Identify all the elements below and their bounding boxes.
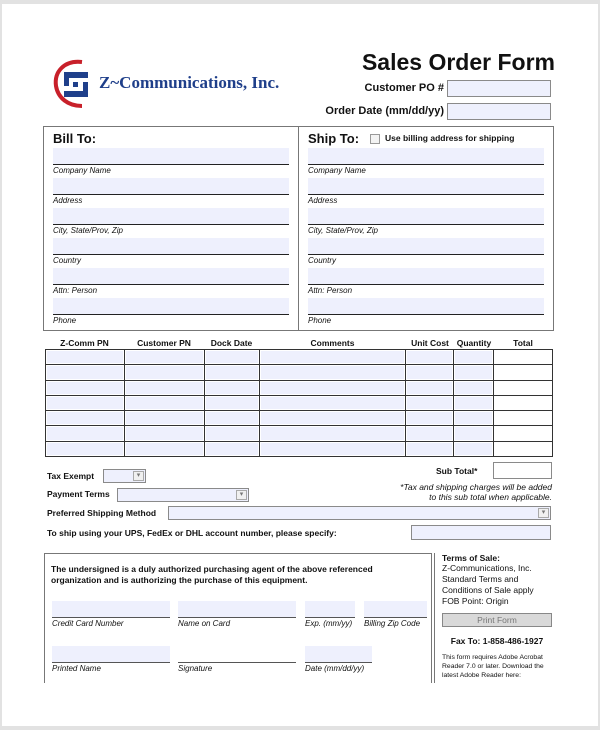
terms-divider (434, 553, 435, 683)
payment-terms-label: Payment Terms (47, 489, 110, 499)
print-form-button[interactable]: Print Form (442, 613, 552, 627)
authorization-statement (51, 564, 431, 586)
ship-to-title: Ship To: (308, 131, 360, 146)
terms-line3: Conditions of Sale apply (442, 585, 534, 595)
unit-cost-cell[interactable] (407, 366, 452, 378)
quantity-cell[interactable] (455, 443, 492, 455)
credit-card-number-label: Credit Card Number (52, 619, 124, 628)
customer-po-label: Customer PO # (364, 82, 444, 94)
subtotal-note-line2: to this sub total when applicable. (429, 492, 552, 502)
terms-title: Terms of Sale: (442, 553, 500, 563)
tax-exempt-select[interactable] (103, 469, 146, 483)
signature-label: Signature (178, 664, 213, 673)
bill-phone-label: Phone (53, 316, 77, 325)
ship-city-label: City, State/Prov, Zip (308, 226, 378, 235)
bill-country-label: Country (53, 256, 82, 265)
ship-company-name-label: Company Name (308, 166, 366, 175)
adobe-reader-note: This form requires Adobe Acrobat Reader 7.0 or later. Download the latest Adobe Reader here: (442, 654, 544, 679)
customer-pn-cell[interactable] (126, 427, 203, 439)
use-billing-checkbox[interactable] (370, 134, 380, 144)
bill-company-name-field[interactable] (53, 148, 289, 165)
dock-date-cell[interactable] (206, 427, 258, 439)
ship-attn-field[interactable] (308, 268, 544, 285)
subtotal-note-line1: *Tax and shipping charges will be added (400, 482, 552, 492)
customer-pn-cell[interactable] (126, 443, 203, 455)
authorization-statement-line2: organization and is authorizing the purchase of this equipment. (51, 575, 308, 585)
dock-date-cell[interactable] (206, 351, 258, 363)
carrier-account-label: To ship using your UPS, FedEx or DHL account number, please specify: (47, 528, 337, 538)
customer-pn-cell[interactable] (126, 382, 203, 394)
use-billing-label: Use billing address for shipping (385, 133, 515, 143)
bill-phone-field[interactable] (53, 298, 289, 315)
comments-cell[interactable] (261, 443, 405, 455)
terms-line1: Z-Communications, Inc. (442, 563, 532, 573)
authorization-statement-line1: The undersigned is a duly authorized purchasing agent of the above referenced (51, 564, 373, 574)
quantity-cell[interactable] (455, 397, 492, 409)
bill-company-name-label: Company Name (53, 166, 111, 175)
table-row (46, 380, 553, 395)
shipping-method-label: Preferred Shipping Method (47, 508, 157, 518)
comments-cell[interactable] (261, 351, 405, 363)
zcomm-pn-cell[interactable] (47, 351, 123, 363)
form-title: Sales Order Form (361, 49, 555, 75)
signature-line (178, 646, 296, 663)
zcomm-pn-cell[interactable] (47, 412, 123, 424)
unit-cost-cell[interactable] (407, 351, 452, 363)
table-row (46, 350, 553, 365)
dock-date-cell[interactable] (206, 412, 258, 424)
bill-city-field[interactable] (53, 208, 289, 225)
bill-to-section (43, 126, 299, 331)
bill-city-label: City, State/Prov, Zip (53, 226, 123, 235)
ship-address-field[interactable] (308, 178, 544, 195)
unit-cost-cell[interactable] (407, 412, 452, 424)
col-header-comments: Comments (310, 338, 355, 348)
bill-to-title: Bill To: (53, 131, 97, 146)
col-header-dock-date: Dock Date (210, 338, 253, 348)
table-row (46, 441, 553, 456)
signature-date-field[interactable] (305, 646, 372, 663)
customer-pn-cell[interactable] (126, 397, 203, 409)
dock-date-cell[interactable] (206, 366, 258, 378)
authorization-section (44, 553, 432, 683)
quantity-cell[interactable] (455, 427, 492, 439)
unit-cost-cell[interactable] (407, 397, 452, 409)
ship-country-field[interactable] (308, 238, 544, 255)
total-cell (495, 397, 551, 409)
ship-attn-label: Attn: Person (308, 286, 353, 295)
items-table (45, 349, 553, 457)
total-cell (495, 351, 551, 363)
bill-address-label: Address (53, 196, 83, 205)
order-date-label: Order Date (mm/dd/yy) (325, 105, 444, 117)
quantity-cell[interactable] (455, 412, 492, 424)
card-exp-field[interactable] (305, 601, 355, 618)
dock-date-cell[interactable] (206, 382, 258, 394)
total-cell (495, 443, 551, 455)
signature-date-label: Date (mm/dd/yy) (305, 664, 365, 673)
zcomm-pn-cell[interactable] (47, 382, 123, 394)
credit-card-number-field[interactable] (52, 601, 170, 618)
quantity-cell[interactable] (455, 382, 492, 394)
table-row (46, 365, 553, 380)
printed-name-label: Printed Name (52, 664, 101, 673)
unit-cost-cell[interactable] (407, 443, 452, 455)
comments-cell[interactable] (261, 412, 405, 424)
company-logo (52, 58, 302, 110)
total-cell (495, 427, 551, 439)
table-row (46, 426, 553, 441)
quantity-cell[interactable] (455, 366, 492, 378)
company-name: Z~Communications, Inc. (99, 73, 280, 92)
payment-terms-select[interactable] (117, 488, 249, 502)
bill-country-field[interactable] (53, 238, 289, 255)
zcomm-pn-cell[interactable] (47, 427, 123, 439)
comments-cell[interactable] (261, 427, 405, 439)
ship-phone-field[interactable] (308, 298, 544, 315)
col-header-zcomm-pn: Z-Comm PN (60, 338, 109, 348)
subtotal-label: Sub Total* (436, 466, 478, 476)
unit-cost-cell[interactable] (407, 382, 452, 394)
company-logo-icon (52, 58, 102, 108)
table-row (46, 395, 553, 410)
dock-date-cell[interactable] (206, 443, 258, 455)
col-header-quantity: Quantity (456, 338, 492, 348)
comments-cell[interactable] (261, 397, 405, 409)
customer-pn-cell[interactable] (126, 351, 203, 363)
col-header-total: Total (513, 338, 533, 348)
total-cell (495, 412, 551, 424)
subtotal-field (493, 462, 552, 479)
bill-attn-field[interactable] (53, 268, 289, 285)
ship-company-name-field[interactable] (308, 148, 544, 165)
zcomm-pn-cell[interactable] (47, 366, 123, 378)
dock-date-cell[interactable] (206, 397, 258, 409)
tax-exempt-label: Tax Exempt (47, 471, 95, 481)
billing-zip-field[interactable] (364, 601, 427, 618)
card-exp-label: Exp. (mm/yy) (305, 619, 353, 628)
total-cell (495, 382, 551, 394)
chevron-down-icon: ▾ (236, 490, 247, 500)
shipping-method-select[interactable] (168, 506, 551, 520)
carrier-account-field[interactable] (411, 525, 551, 540)
quantity-cell[interactable] (455, 351, 492, 363)
name-on-card-field[interactable] (178, 601, 296, 618)
ship-to-section (298, 126, 554, 331)
chevron-down-icon: ▾ (133, 471, 144, 481)
ship-city-field[interactable] (308, 208, 544, 225)
customer-pn-cell[interactable] (126, 412, 203, 424)
total-cell (495, 366, 551, 378)
terms-line4: FOB Point: Origin (442, 596, 509, 606)
table-row (46, 411, 553, 426)
bill-address-field[interactable] (53, 178, 289, 195)
billing-zip-label: Billing Zip Code (364, 619, 421, 628)
comments-cell[interactable] (261, 366, 405, 378)
order-date-field[interactable] (447, 103, 551, 120)
terms-of-sale (442, 553, 562, 607)
customer-po-field[interactable] (447, 80, 551, 97)
chevron-down-icon: ▾ (538, 508, 549, 518)
printed-name-field[interactable] (52, 646, 170, 663)
zcomm-pn-cell[interactable] (47, 443, 123, 455)
customer-pn-cell[interactable] (126, 366, 203, 378)
col-header-unit-cost: Unit Cost (411, 338, 449, 348)
unit-cost-cell[interactable] (407, 427, 452, 439)
comments-cell[interactable] (261, 382, 405, 394)
zcomm-pn-cell[interactable] (47, 397, 123, 409)
col-header-customer-pn: Customer PN (137, 338, 191, 348)
terms-line2: Standard Terms and (442, 574, 519, 584)
ship-country-label: Country (308, 256, 337, 265)
ship-address-label: Address (308, 196, 338, 205)
name-on-card-label: Name on Card (178, 619, 231, 628)
ship-phone-label: Phone (308, 316, 332, 325)
fax-number: Fax To: 1-858-486-1927 (450, 636, 544, 646)
bill-attn-label: Attn: Person (53, 286, 98, 295)
